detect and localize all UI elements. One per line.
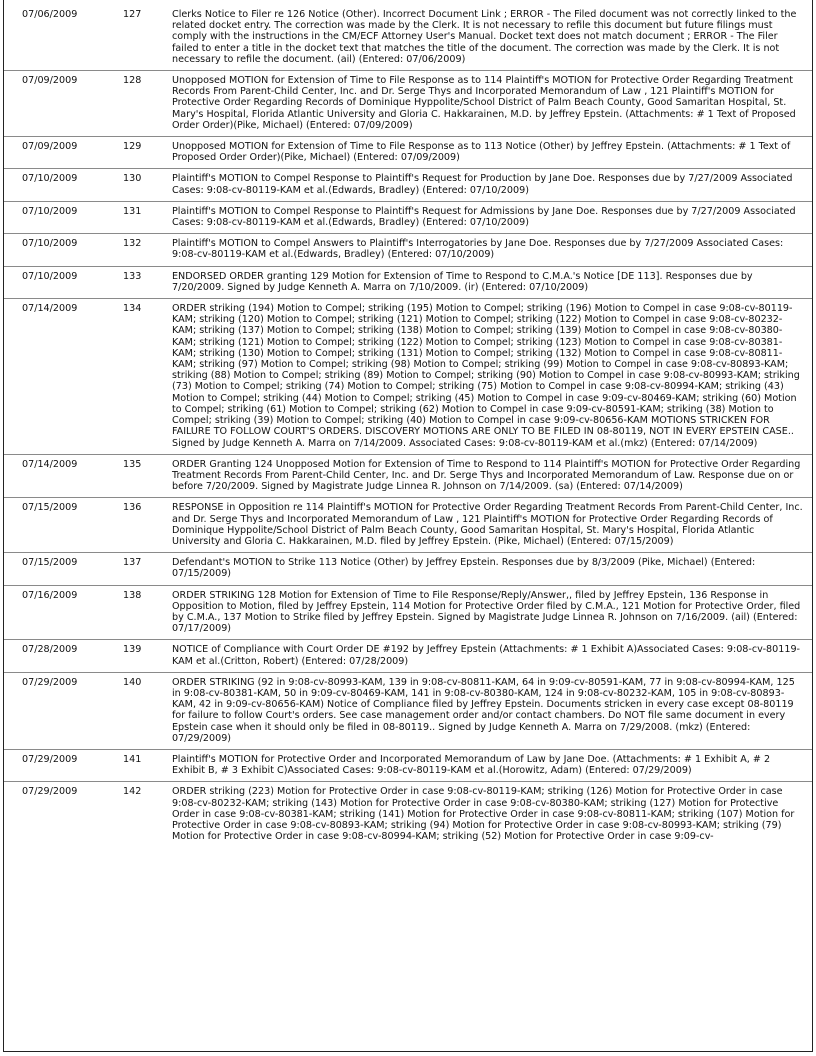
entry-number: 141 xyxy=(109,749,172,781)
entry-text: Plaintiff's MOTION to Compel Answers to Plaintiff's Interrogatories by Jane Doe. Responses due by 7/27/2009 Associated Cases: 9:08-cv-80119-KAM et al.(Edwards, Bradley) (Entered: 07/10/2009) xyxy=(172,234,812,266)
entry-text: NOTICE of Compliance with Court Order DE #192 by Jeffrey Epstein (Attachments: # 1 Exhibit A)Associated Cases: 9:08-cv-80119-KAM et al.(Critton, Robert) (Entered: 07/28/2009) xyxy=(172,640,812,672)
docket-entry-row xyxy=(4,585,812,640)
docket-entry-row xyxy=(4,169,812,201)
docket-entry-row xyxy=(4,201,812,233)
entry-text: ORDER striking (194) Motion to Compel; striking (195) Motion to Compel; striking (196) Motion to Compel in case 9:08-cv-80119-KAM; striking (120) Motion to Compel; striking (121) Motion to Compel; striking (122) Motion to Compel in case 9:08-cv-80232-KAM; striking (137) Motion to Compel; striking (138) Motion to Compel; striking (139) Motion to Compel in case 9:08-cv-80380-KAM; striking (121) Motion to Compel; striking (122) Motion to Compel; striking (123) Motion to Compel in case 9:08-cv-80381-KAM; striking (130) Motion to Compel; striking (131) Motion to Compel; striking (132) Motion to Compel in case 9:08-cv-80811-KAM; striking (97) Motion to Compel; striking (98) Motion to Compel; striking (99) Motion to Compel in case 9:08-cv-80893-KAM; striking (88) Motion to Compel; striking (89) Motion to Compel; striking (90) Motion to Compel in case 9:08-cv-80993-KAM; striking (73) Motion to Compel; striking (74) Motion to Compel; striking (75) Motion to Compel in case 9:08-cv-80994-KAM; striking (43) Motion to Compel; striking (44) Motion to Compel; striking (45) Motion to Compel in case 9:09-cv-80469-KAM; striking (60) Motion to Compel; striking (61) Motion to Compel; striking (62) Motion to Compel in case 9:09-cv-80591-KAM; striking (38) Motion to Compel; striking (39) Motion to Compel; striking (40) Motion to Compel in case 9:09-cv-80656-KAM MOTIONS STRICKEN FOR FAILURE TO FOLLOW COURT'S ORDERS. DISCOVERY MOTIONS ARE ONLY TO BE FILED IN 08-80119, NOT IN EVERY EPSTEIN CASE.. Signed by Judge Kenneth A. Marra on 7/14/2009. Associated Cases: 9:08-cv-80119-KAM et al.(mkz) (Entered: 07/14/2009) xyxy=(172,299,812,455)
docket-entry-row xyxy=(4,71,812,137)
entry-number: 131 xyxy=(109,201,172,233)
docket-entry-row xyxy=(4,498,812,553)
entry-text: Unopposed MOTION for Extension of Time to File Response as to 114 Plaintiff's MOTION for Protective Order Regarding Treatment Records From Parent-Child Center, Inc. and Dr. Serge Thys and Incorporated Memorandum of Law , 121 Plaintiff's MOTION for Protective Order Regarding Records of Dominique Hyppolite/School District of Palm Beach County, Good Samaritan Hospital, St. Mary's Hospital, Florida Atlantic University and Gloria C. Hakkarainen, M.D. by Jeffrey Epstein. (Attachments: # 1 Text of Proposed Order Order)(Pike, Michael) (Entered: 07/09/2009) xyxy=(172,71,812,137)
entry-number: 128 xyxy=(109,71,172,137)
docket-entry-row xyxy=(4,234,812,266)
docket-entry-row xyxy=(4,0,812,71)
entry-date: 07/16/2009 xyxy=(4,585,109,640)
docket-entry-row xyxy=(4,749,812,781)
entry-date: 07/14/2009 xyxy=(4,454,109,498)
entry-text: ORDER STRIKING (92 in 9:08-cv-80993-KAM, 139 in 9:08-cv-80811-KAM, 64 in 9:09-cv-80591-KAM, 77 in 9:08-cv-80994-KAM, 125 in 9:08-cv-80381-KAM, 50 in 9:09-cv-80469-KAM, 141 in 9:08-cv-80380-KAM, 124 in 9:08-cv-80232-KAM, 105 in 9:08-cv-80893-KAM, 42 in 9:09-cv-80656-KAM) Notice of Compliance filed by Jeffrey Epstein. Documents stricken in every case except 08-80119 for failure to follow Court's orders. See case management order and/or contact chambers. Do NOT file same document in every Epstein case when it should only be filed in 08-80119.. Signed by Judge Kenneth A. Marra on 7/29/2008. (mkz) (Entered: 07/29/2009) xyxy=(172,672,812,749)
entry-number: 135 xyxy=(109,454,172,498)
entry-number: 130 xyxy=(109,169,172,201)
entry-date: 07/28/2009 xyxy=(4,640,109,672)
entry-date: 07/15/2009 xyxy=(4,553,109,585)
docket-entry-row xyxy=(4,640,812,672)
entry-number: 139 xyxy=(109,640,172,672)
entry-number: 142 xyxy=(123,786,142,798)
entry-text: ORDER Granting 124 Unopposed Motion for Extension of Time to Respond to 114 Plaintiff's MOTION for Protective Order Regarding Treatment Records From Parent-Child Center, Inc. and Dr. Serge Thys and Incorporated Memorandum of Law. Response due on or before 7/20/2009. Signed by Magistrate Judge Linnea R. Johnson on 7/14/2009. (sa) (Entered: 07/14/2009) xyxy=(172,454,812,498)
entry-number: 137 xyxy=(109,553,172,585)
entry-number: 136 xyxy=(109,498,172,553)
entry-text: RESPONSE in Opposition re 114 Plaintiff's MOTION for Protective Order Regarding Treatment Records From Parent-Child Center, Inc. and Dr. Serge Thys and Incorporated Memorandum of Law , 121 Plaintiff's MOTION for Protective Order Regarding Records of Dominique Hyppolite/School District of Palm Beach County, Good Samaritan Hospital, St. Mary's Hospital, Florida Atlantic University and Gloria C. Hakkarainen, M.D. filed by Jeffrey Epstein. (Pike, Michael) (Entered: 07/15/2009) xyxy=(172,498,812,553)
entry-text: ORDER striking (223) Motion for Protective Order in case 9:08-cv-80119-KAM; striking (126) Motion for Protective Order in case 9:08-cv-80232-KAM; striking (143) Motion for Protective Order in case 9:08-cv-80380-KAM; striking (127) Motion for Protective Order in case 9:08-cv-80381-KAM; striking (141) Motion for Protective Order in case 9:08-cv-80811-KAM; striking (107) Motion for Protective Order in case 9:08-cv-80893-KAM; striking (94) Motion for Protective Order in case 9:08-cv-80993-KAM; striking (79) Motion for Protective Order in case 9:08-cv-80994-KAM; striking (52) Motion for Protective Order in case 9:09-cv- xyxy=(172,786,795,843)
docket-body xyxy=(4,0,812,847)
entry-number: 129 xyxy=(109,137,172,169)
entry-text: Defendant's MOTION to Strike 113 Notice (Other) by Jeffrey Epstein. Responses due by 8/3/2009 (Pike, Michael) (Entered: 07/15/2009) xyxy=(172,553,812,585)
entry-text: Unopposed MOTION for Extension of Time to File Response as to 113 Notice (Other) by Jeffrey Epstein. (Attachments: # 1 Text of Proposed Order Order)(Pike, Michael) (Entered: 07/09/2009) xyxy=(172,137,812,169)
entry-text: Plaintiff's MOTION for Protective Order and Incorporated Memorandum of Law by Jane Doe. (Attachments: # 1 Exhibit A, # 2 Exhibit B, # 3 Exhibit C)Associated Cases: 9:08-cv-80119-KAM et al.(Horowitz, Adam) (Entered: 07/29/2009) xyxy=(172,749,812,781)
docket-entry-row xyxy=(4,137,812,169)
entry-date: 07/29/2009 xyxy=(4,749,109,781)
entry-date: 07/14/2009 xyxy=(4,299,109,455)
entry-date: 07/10/2009 xyxy=(4,201,109,233)
docket-entry-row xyxy=(4,672,812,749)
docket-entry-row xyxy=(4,782,812,848)
entry-number: 134 xyxy=(109,299,172,455)
docket-table xyxy=(4,0,812,847)
docket-entry-row xyxy=(4,266,812,298)
docket-entry-row xyxy=(4,299,812,455)
entry-text: Clerks Notice to Filer re 126 Notice (Other). Incorrect Document Link ; ERROR - The Filed document was not correctly linked to the related docket entry. The correction was made by the Clerk. It is not necessary to refile this document but future filings must comply with the instructions in the CM/ECF Attorney User's Manual. Docket text does not match document ; ERROR - The Filer failed to enter a title in the docket text that matches the title of the document. The correction was made by the Clerk. It is not necessary to refile the document. (ail) (Entered: 07/06/2009) xyxy=(172,0,812,71)
entry-date: 07/29/2009 xyxy=(4,672,109,749)
entry-text: ENDORSED ORDER granting 129 Motion for Extension of Time to Respond to C.M.A.'s Notice [DE 113]. Responses due by 7/20/2009. Signed by Judge Kenneth A. Marra on 7/10/2009. (ir) (Entered: 07/10/2009) xyxy=(172,266,812,298)
entry-text: ORDER STRIKING 128 Motion for Extension of Time to File Response/Reply/Answer,, filed by Jeffrey Epstein, 136 Response in Opposition to Motion, filed by Jeffrey Epstein, 114 Motion for Protective Order filed by C.M.A., 121 Motion for Protective Order, filed by C.M.A., 137 Motion to Strike filed by Jeffrey Epstein. Signed by Magistrate Judge Linnea R. Johnson on 7/16/2009. (ail) (Entered: 07/17/2009) xyxy=(172,585,812,640)
entry-number: 132 xyxy=(109,234,172,266)
entry-number: 133 xyxy=(109,266,172,298)
entry-date: 07/10/2009 xyxy=(4,266,109,298)
docket-entry-row xyxy=(4,454,812,498)
entry-date: 07/09/2009 xyxy=(4,71,109,137)
entry-number: 140 xyxy=(109,672,172,749)
docket-entry-row xyxy=(4,553,812,585)
entry-text: Plaintiff's MOTION to Compel Response to Plaintiff's Request for Production by Jane Doe. Responses due by 7/27/2009 Associated Cases: 9:08-cv-80119-KAM et al.(Edwards, Bradley) (Entered: 07/10/2009) xyxy=(172,169,812,201)
entry-date: 07/15/2009 xyxy=(4,498,109,553)
entry-date: 07/09/2009 xyxy=(4,137,109,169)
entry-date: 07/10/2009 xyxy=(4,234,109,266)
entry-number: 138 xyxy=(109,585,172,640)
entry-date: 07/10/2009 xyxy=(4,169,109,201)
entry-date: 07/29/2009 xyxy=(22,786,78,798)
entry-number: 127 xyxy=(109,0,172,71)
entry-text: Plaintiff's MOTION to Compel Response to Plaintiff's Request for Admissions by Jane Doe. Responses due by 7/27/2009 Associated Cases: 9:08-cv-80119-KAM et al.(Edwards, Bradley) (Entered: 07/10/2009) xyxy=(172,201,812,233)
docket-page xyxy=(3,0,813,1052)
entry-date: 07/06/2009 xyxy=(4,0,109,71)
